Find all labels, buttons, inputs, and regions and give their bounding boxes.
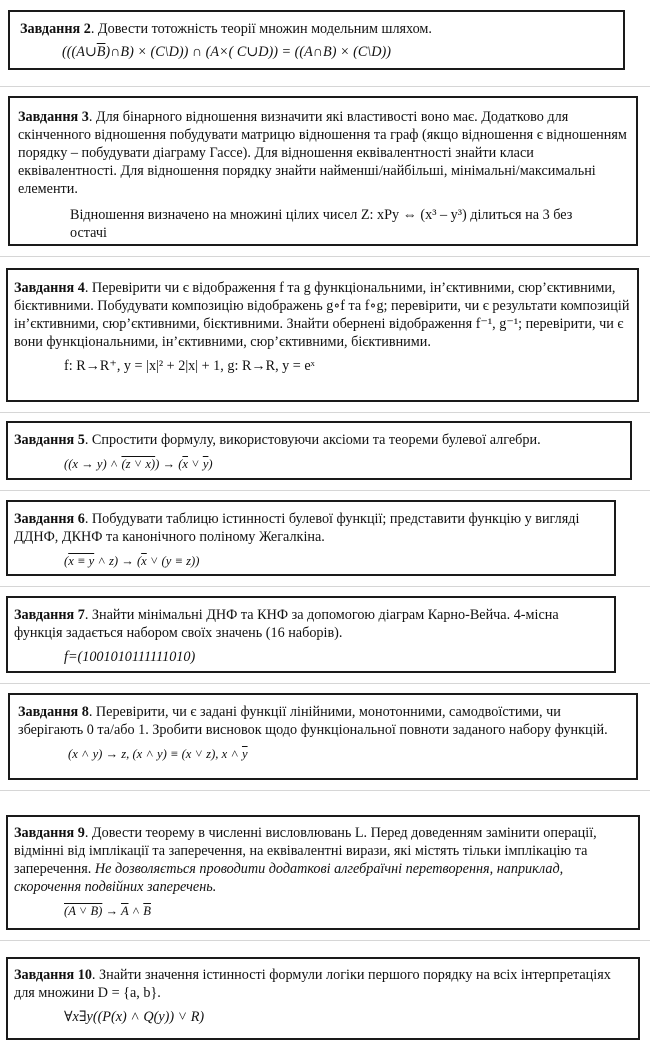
task-heading: Завдання 2 [20,21,91,37]
task-text: . Побудувати таблицю істинності булевої функції; представити функцію у вигляді ДДНФ, ДКНФ та канонічного поліному Жегалкіна. [14,511,580,545]
task-6 [6,500,616,576]
formula-part: A [210,44,220,60]
formula-part: $\overline{x}$ [182,457,189,471]
formula-part: ((x → y) ˄ [64,457,122,471]
formula-part: ) × ( [331,44,358,60]
task-3 [8,96,638,246]
task-4 [6,268,639,402]
task-heading: Завдання 8 [18,704,89,720]
formula-part: ) × ( [129,44,156,60]
task-formula: f=(1001010111111010) [64,649,196,665]
formula-part: )) [381,44,391,60]
formula-part: A∩B [304,44,332,60]
task-text: . Перевірити, чи є задані функції лінійними, монотонними, самодвоїстими, чи зберігають 0 та/або 1. Зробити висновок щодо функціональної повноти заданого набору функцій. [18,704,608,738]
formula-part: ∪ [84,44,97,60]
formula-part: (A ˅ B) [64,904,103,918]
formula-part: x ≡ y [68,554,95,568]
formula-part: C\D [155,44,179,60]
task-text: . Довести теорему в численні висловлювань L. Перед доведенням замінити операції, відмінні від імплікації та заперечення, на еквівалентні вирази, які містять тільки імплікацію та заперечення. [14,825,597,877]
formula-part: ˄ [128,904,144,918]
task-text: . Знайти значення істинності формули логіки першого порядку на всіх інтерпретаціях для множини D = {a, b}. [14,967,611,1001]
formula-part: $\overline{y}$ [202,457,209,471]
formula-part: $\overline{A}$ [121,904,129,918]
task-formula: Відношення визначено на множині цілих чисел Z: xPy ⇔ (x³ – y³) ділиться на 3 без остачі [70,207,573,241]
task-text: . Спростити формулу, використовуючи аксіоми та теореми булевої алгебри. [84,432,541,448]
formula-part: C∪D [236,44,269,60]
task-heading: Завдання 6 [14,511,85,527]
task-note: Не дозволяється проводити додаткові алгебраїчні перетворення, наприклад, скорочення подвійних заперечень. [14,861,564,895]
formula-part: )) = (( [268,44,305,60]
task-text: . Знайти мінімальні ДНФ та КНФ за допомогою діаграм Карно-Вейча. 4-місна функція задається набором своїх значень (16 наборів). [14,607,559,641]
formula-part: )∩ [105,44,121,60]
task-heading: Завдання 3 [18,109,89,125]
task-10 [6,957,640,1040]
task-formula: ∀x∃y((P(x) ˄ Q(y)) ˅ R) [64,1009,205,1025]
task-formula: f: R→R⁺, y = |x|² + 2|x| + 1, g: R→R, y = eˣ [64,358,315,374]
task-formula [68,745,628,763]
task-text: . Перевірити чи є відображення f та g функціональними, ін’єктивними, сюр’єктивними, бієктивними. Побудувати композицію відображень g∘f та f∘g; перевірити, чи є результати композицій ін’єктивними, сюр’єктивними, бієктивними. Знайти обернені відображення f⁻¹, g⁻¹; перевірити, чи є вони функціональними, ін’єктивними, сюр’єктивними, бієктивними. [14,280,630,350]
formula-part: (x ˄ y) → z, (x ˄ y) ≡ (x ˅ z), x ˄ [68,747,242,761]
formula-part: )) ∩ ( [178,44,211,60]
task-formula [64,455,624,473]
task-formula [62,43,613,61]
formula-part: $\overline{x}$ [141,554,147,568]
formula-part: ˅ (y ≡ z)) [146,554,200,568]
formula-part: C\D [357,44,382,60]
task-heading: Завдання 7 [14,607,85,623]
task-heading: Завдання 9 [14,825,85,841]
formula-part: → [102,904,122,918]
task-heading: Завдання 10 [14,967,92,983]
task-text: . Довести тотожність теорії множин модельним шляхом. [90,21,432,37]
task-2 [8,10,625,70]
formula-part: ˅ [188,457,203,471]
task-heading: Завдання 4 [14,280,85,296]
task-8 [8,693,638,780]
formula-part: $\overline{B}$ [96,44,106,60]
task-formula [64,552,608,570]
formula-part: ) [208,457,213,471]
formula-part: A [76,44,85,60]
task-formula [64,902,632,920]
task-5 [6,421,632,480]
formula-part: ) → ( [155,457,183,471]
task-9 [6,815,640,930]
formula-part: (z ˅ x) [121,457,156,471]
formula-part: $\overline{B}$ [143,904,151,918]
formula-part: $\overline{y}$ [241,747,248,761]
task-7 [6,596,616,673]
task-heading: Завдання 5 [14,432,85,448]
task-text: . Для бінарного відношення визначити які властивості воно має. Додатково для скінченного відношення побудувати матрицю відношення та граф (якщо відношення є відношенням порядку – побудувати діаграму Гассе). Для відношення еквівалентності знайти класи еквівалентності. Для відношення порядку знайти найменші/найбільші, мінімальні/максимальні елементи. [18,109,627,197]
formula-part: ×( [219,44,237,60]
formula-part: B [120,44,130,60]
formula-part: ˄ z) → ( [94,554,142,568]
formula-part: ((( [62,44,77,60]
formula-part: ( [64,554,69,568]
